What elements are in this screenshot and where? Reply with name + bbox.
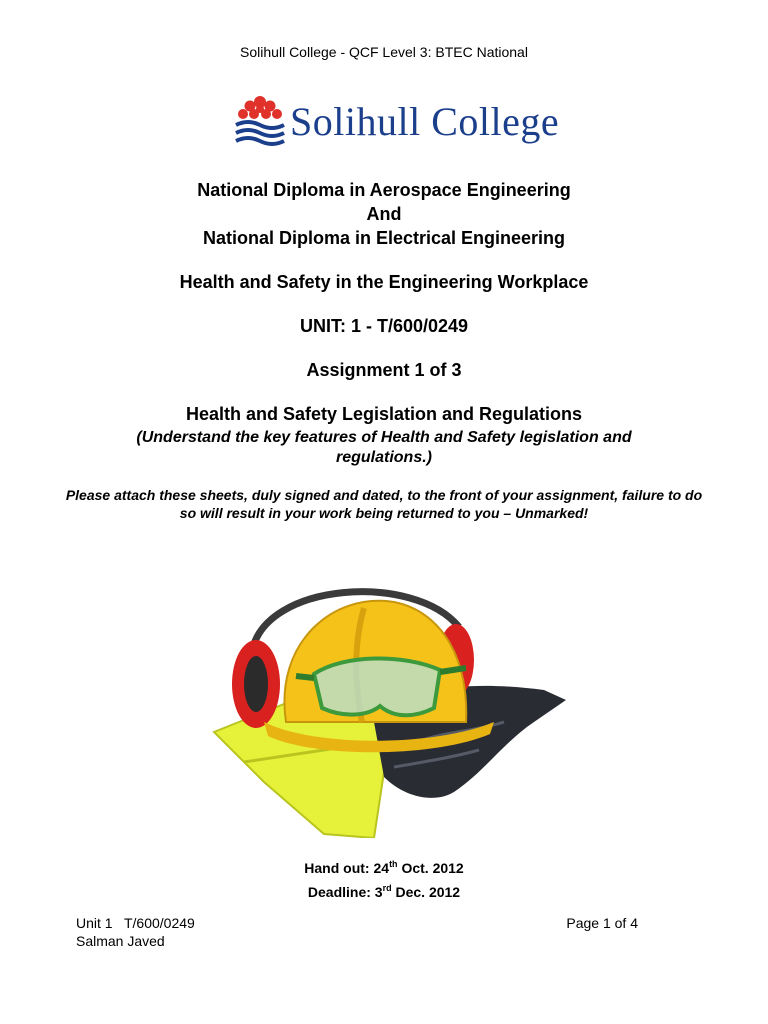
deadline-date: Deadline: 3rd Dec. 2012 (307, 883, 461, 900)
title-block (0, 178, 768, 522)
footer-page-number: Page 1 of 4 (566, 915, 638, 931)
page-header: Solihull College - QCF Level 3: BTEC National (240, 44, 528, 60)
assignment-number: Assignment 1 of 3 (306, 360, 462, 380)
unit-code: UNIT: 1 - T/600/0249 (299, 316, 469, 336)
college-logo-emblem-icon (234, 92, 290, 156)
assignment-topic: Health and Safety Legislation and Regulations (185, 404, 583, 424)
footer-unit: Unit 1 T/600/0249 (76, 915, 195, 931)
unit-title: Health and Safety in the Engineering Workplace (179, 272, 589, 292)
safety-equipment-image (204, 572, 570, 838)
college-logo-text: Solihull College (290, 99, 560, 144)
footer-author: Salman Javed (76, 933, 165, 949)
diploma-title-1: National Diploma in Aerospace Engineering (197, 180, 571, 200)
diploma-and: And (366, 204, 402, 224)
page-footer (76, 914, 638, 950)
college-logo (234, 92, 560, 156)
assignment-subtitle: (Understand the key features of Health and Safety legislation and regulations.) (136, 429, 632, 466)
diploma-title-2: National Diploma in Electrical Engineering (202, 228, 566, 248)
submission-notice: Please attach these sheets, duly signed and dated, to the front of your assignment, failure to do so will result in your work being returned to you – Unmarked! (65, 487, 703, 521)
handout-date: Hand out: 24th Oct. 2012 (304, 859, 464, 876)
dates-block (0, 856, 768, 904)
